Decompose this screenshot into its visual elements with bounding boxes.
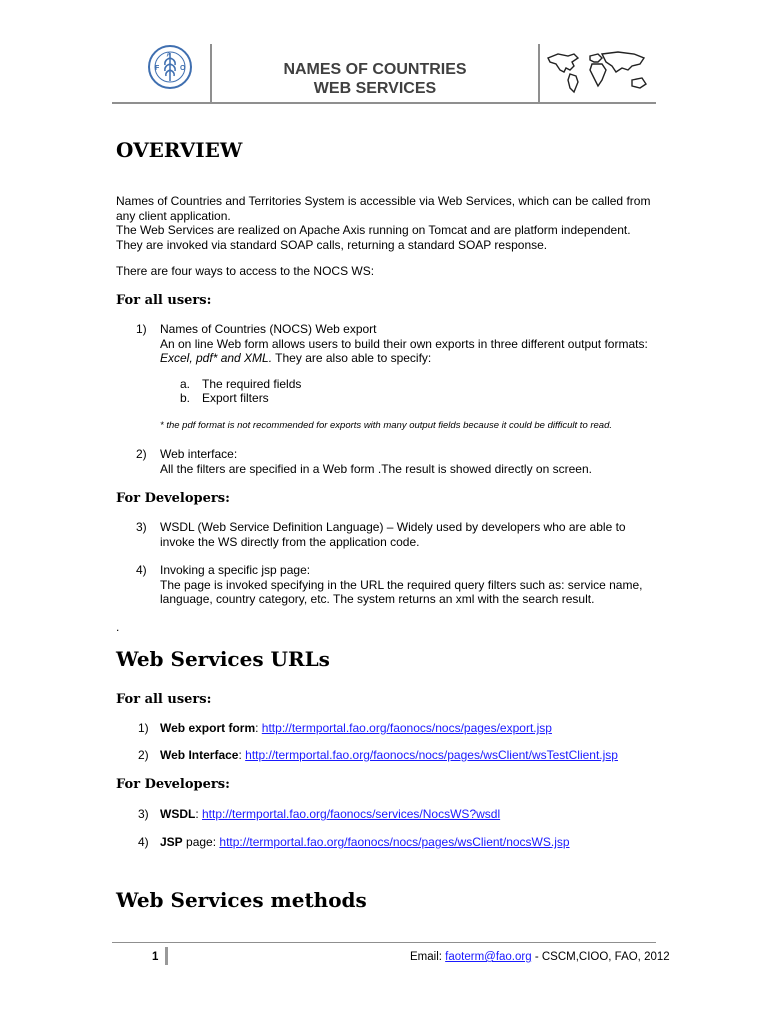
methods-heading: Web Services methods	[116, 888, 367, 912]
url-3-number: 3)	[138, 807, 149, 821]
overview-line-1: Names of Countries and Territories System is accessible via Web Services, which can be called from	[116, 194, 651, 208]
page-number: 1	[152, 951, 159, 963]
item-1-line-3-rest: They are also able to specify:	[272, 351, 432, 365]
url-2-label: Web Interface	[160, 748, 239, 762]
svg-text:O: O	[180, 65, 186, 72]
svg-text:A: A	[166, 52, 171, 59]
page-title	[212, 60, 538, 98]
item-4-line-1: Invoking a specific jsp page:	[160, 563, 311, 577]
fao-logo	[147, 44, 193, 90]
stray-dot: .	[116, 620, 120, 634]
all-users-heading: For all users:	[116, 293, 212, 308]
sub-item-b-letter: b.	[180, 391, 191, 405]
url-4-separator: page:	[182, 835, 220, 849]
url-4	[160, 835, 570, 849]
sub-item-a-text: The required fields	[202, 377, 302, 391]
page-number-divider	[165, 947, 168, 965]
url-2-number: 2)	[138, 748, 149, 762]
item-4-line-3: language, country category, etc. The system returns an xml with the search result.	[160, 592, 595, 606]
url-1-separator: :	[255, 721, 262, 735]
jsp-page-link[interactable]: http://termportal.fao.org/faonocs/nocs/pages/wsClient/nocsWS.jsp	[219, 835, 570, 849]
sub-item-b-text: Export filters	[202, 391, 269, 405]
item-4-line-2: The page is invoked specifying in the URL the required query filters such as: service name,	[160, 577, 643, 592]
item-1-line-2: An on line Web form allows users to build their own exports in three different output formats:	[160, 336, 648, 351]
developers-heading: For Developers:	[116, 491, 230, 506]
url-1-number: 1)	[138, 721, 149, 735]
web-interface-link[interactable]: http://termportal.fao.org/faonocs/nocs/pages/wsClient/wsTestClient.jsp	[245, 748, 618, 762]
urls-developers-heading: For Developers:	[116, 777, 230, 792]
item-2-title: Web interface:	[160, 447, 238, 461]
overview-heading: OVERVIEW	[116, 138, 243, 162]
item-4	[160, 563, 670, 607]
fao-logo-icon	[147, 44, 193, 90]
item-1	[160, 322, 670, 366]
email-link[interactable]: faoterm@fao.org	[445, 951, 532, 963]
sub-item-b	[180, 391, 269, 406]
url-2-separator: :	[238, 748, 246, 762]
header-rule	[112, 102, 656, 104]
url-1-label: Web export form	[160, 721, 256, 735]
item-2-number: 2)	[136, 447, 147, 461]
item-3	[160, 520, 670, 549]
item-3-number: 3)	[136, 520, 147, 534]
sub-item-a-letter: a.	[180, 377, 191, 391]
footer-email	[410, 951, 670, 963]
output-formats-text: Excel, pdf* and XML.	[160, 351, 273, 365]
url-1	[160, 721, 552, 735]
overview-line-2: any client application.	[116, 208, 231, 223]
access-ways-text: There are four ways to access to the NOCS WS:	[116, 264, 375, 278]
url-3-separator: :	[195, 807, 202, 821]
web-export-form-link[interactable]: http://termportal.fao.org/faonocs/nocs/pages/export.jsp	[261, 721, 552, 735]
email-suffix: - CSCM,CIOO, FAO, 2012	[531, 951, 670, 963]
item-3-line-2: invoke the WS directly from the application code.	[160, 534, 420, 549]
item-2-line-2: All the filters are specified in a Web form .The result is showed directly on screen.	[160, 461, 592, 476]
wsdl-link[interactable]: http://termportal.fao.org/faonocs/services/NocsWS?wsdl	[202, 807, 501, 821]
footer-rule	[112, 942, 656, 943]
url-3	[160, 807, 500, 821]
svg-text:F: F	[155, 65, 160, 72]
item-4-number: 4)	[136, 563, 147, 577]
item-2	[160, 447, 670, 476]
title-line-2: WEB SERVICES	[313, 80, 437, 97]
url-2	[160, 748, 618, 762]
item-3-line-1: WSDL (Web Service Definition Language) – Widely used by developers who are able to	[160, 520, 626, 534]
urls-heading: Web Services URLs	[116, 647, 330, 671]
title-line-1: NAMES OF COUNTRIES	[283, 61, 467, 78]
item-1-line-3	[160, 351, 670, 366]
overview-line-3: The Web Services are realized on Apache Axis running on Tomcat and are platform independent.	[116, 223, 631, 237]
urls-all-users-heading: For all users:	[116, 692, 212, 707]
header-divider-right	[538, 44, 540, 102]
email-label: Email:	[410, 951, 446, 963]
url-4-number: 4)	[138, 835, 149, 849]
item-1-number: 1)	[136, 322, 147, 336]
pdf-footnote: * the pdf format is not recommended for exports with many output fields because it could be difficult to read.	[160, 420, 613, 431]
overview-line-4: They are invoked via standard SOAP calls, returning a standard SOAP response.	[116, 237, 548, 252]
sub-item-a	[180, 377, 302, 392]
url-4-label: JSP	[160, 835, 183, 849]
item-1-title: Names of Countries (NOCS) Web export	[160, 322, 377, 336]
world-map-icon	[544, 48, 654, 96]
url-3-label: WSDL	[160, 807, 196, 821]
overview-paragraph	[116, 194, 676, 252]
